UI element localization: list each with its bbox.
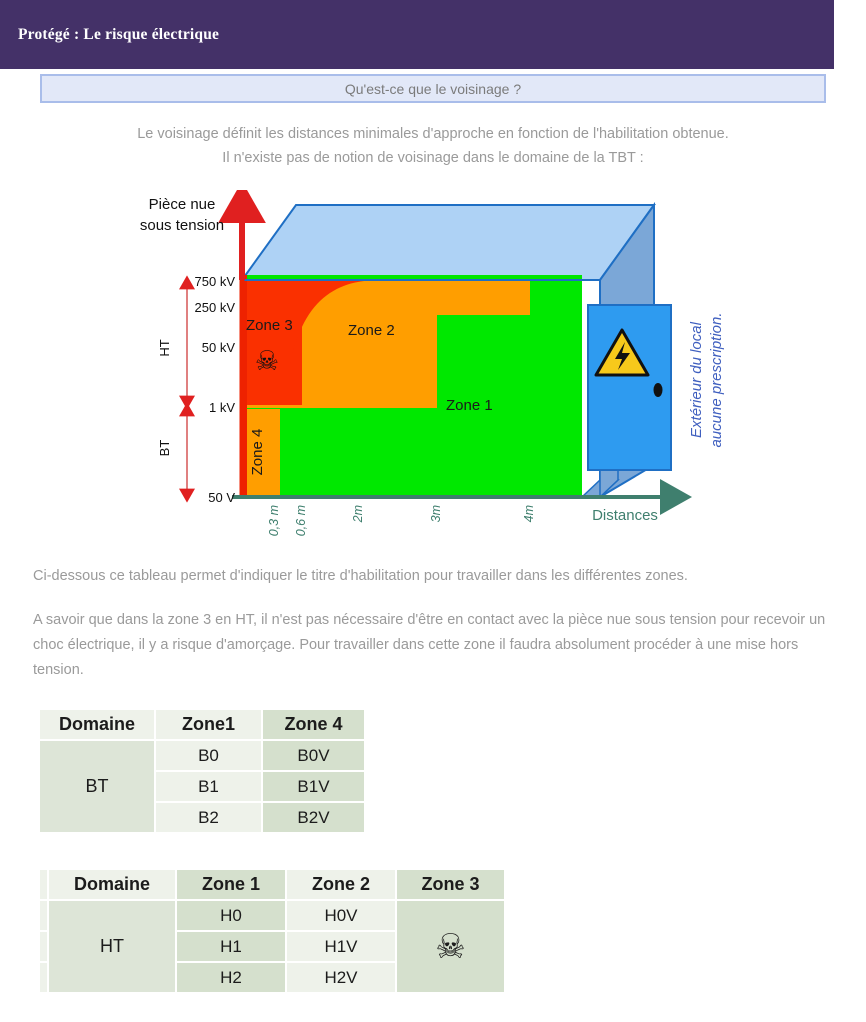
cell-bt-z1-r0: B0 <box>155 740 262 771</box>
section-heading-text: Qu'est-ce que le voisinage ? <box>344 80 522 97</box>
zone3-label: Zone 3 <box>246 317 293 334</box>
th-zone2: Zone 2 <box>286 869 396 900</box>
paragraph-zone3-warning: A savoir que dans la zone 3 en HT, il n'est pas nécessaire d'être en contact avec la pièce nue sous tension pour recevoir un choc électrique, il y a risque d'amorçage. Pour travailler dans cette zone il faudra absolument procéder à une mise hors tension. <box>33 612 826 678</box>
th-zone1: Zone1 <box>155 709 262 740</box>
th-zone3: Zone 3 <box>396 869 505 900</box>
y-tick-4: 50 V <box>208 490 235 505</box>
y-tick-2: 50 kV <box>201 340 235 355</box>
cell-bt-z4-r2: B2V <box>262 802 365 833</box>
cell-ht-z3-skull-icon: ☠ <box>396 900 505 993</box>
paragraph-tableau-intro: Ci-dessous ce tableau permet d'indiquer le titre d'habilitation pour travailler dans les différentes zones. <box>33 568 688 584</box>
cell-bt-z1-r1: B1 <box>155 771 262 802</box>
y-axis-caption <box>140 196 224 234</box>
voltage-domain-labels <box>157 339 172 456</box>
habilitation-table-ht <box>38 868 506 994</box>
outside-note-line2: aucune prescription. <box>708 312 725 448</box>
room-3d-top-face <box>242 205 654 280</box>
cell-ht-z2-r1: H1V <box>286 931 396 962</box>
x-tick-1: 0,6 m <box>294 505 308 537</box>
y-tick-3: 1 kV <box>208 400 235 415</box>
y-tick-0: 750 kV <box>194 274 235 289</box>
cell-ht-z1-r2: H2 <box>176 962 286 993</box>
x-tick-2: 2m <box>351 505 365 523</box>
x-axis-tick-labels <box>267 505 536 536</box>
cell-ht-z2-r0: H0V <box>286 900 396 931</box>
cell-spacer-r2 <box>39 962 48 993</box>
skull-and-crossbones-icon: ☠ <box>254 346 280 376</box>
x-axis-label: Distances <box>592 507 658 524</box>
cell-spacer-r1 <box>39 931 48 962</box>
y-tick-1: 250 kV <box>194 300 235 315</box>
header-bar <box>0 0 834 69</box>
outside-note-line1: Extérieur du local <box>688 322 705 438</box>
x-tick-3: 3m <box>429 505 443 523</box>
voisinage-diagram <box>0 190 866 540</box>
x-tick-4: 4m <box>522 505 536 523</box>
outside-room-note <box>688 312 725 447</box>
domain-label-bt: BT <box>157 439 172 457</box>
section-heading-box <box>40 74 826 103</box>
table-header-row <box>39 869 505 900</box>
y-axis-tick-labels <box>195 274 236 505</box>
th-zone4: Zone 4 <box>262 709 365 740</box>
zone4-label: Zone 4 <box>249 428 266 476</box>
cell-ht-z2-r2: H2V <box>286 962 396 993</box>
intro-line-2: Il n'existe pas de notion de voisinage dans le domaine de la TBT : <box>222 150 644 166</box>
intro-paragraph <box>33 122 833 170</box>
cell-ht-z1-r1: H1 <box>176 931 286 962</box>
cell-bt-z4-r1: B1V <box>262 771 365 802</box>
electrical-door-panel <box>588 305 671 497</box>
table-row <box>39 900 505 931</box>
door-handle-icon <box>654 383 663 397</box>
cell-bt-z4-r0: B0V <box>262 740 365 771</box>
th-spacer <box>39 869 48 900</box>
cell-bt-z1-r2: B2 <box>155 802 262 833</box>
x-tick-0: 0,3 m <box>267 505 281 537</box>
table-header-row <box>39 709 365 740</box>
y-axis-caption-line1: Pièce nue <box>148 196 216 213</box>
y-axis-caption-line2: sous tension <box>139 217 225 234</box>
zone2-label: Zone 2 <box>348 322 395 339</box>
cell-domain-ht: HT <box>48 900 176 993</box>
zone1-label: Zone 1 <box>446 397 493 414</box>
habilitation-table-bt <box>38 708 366 834</box>
th-zone1: Zone 1 <box>176 869 286 900</box>
cell-domain-bt: BT <box>39 740 155 833</box>
intro-line-1: Le voisinage définit les distances minimales d'approche en fonction de l'habilitation obtenue. <box>137 126 729 142</box>
domain-label-ht: HT <box>157 339 172 357</box>
zone-color-map <box>242 275 582 497</box>
table-row <box>39 740 365 771</box>
cell-spacer-r0 <box>39 900 48 931</box>
th-domaine: Domaine <box>39 709 155 740</box>
cell-ht-z1-r0: H0 <box>176 900 286 931</box>
th-domaine: Domaine <box>48 869 176 900</box>
page-title: Protégé : Le risque électrique <box>18 26 220 43</box>
